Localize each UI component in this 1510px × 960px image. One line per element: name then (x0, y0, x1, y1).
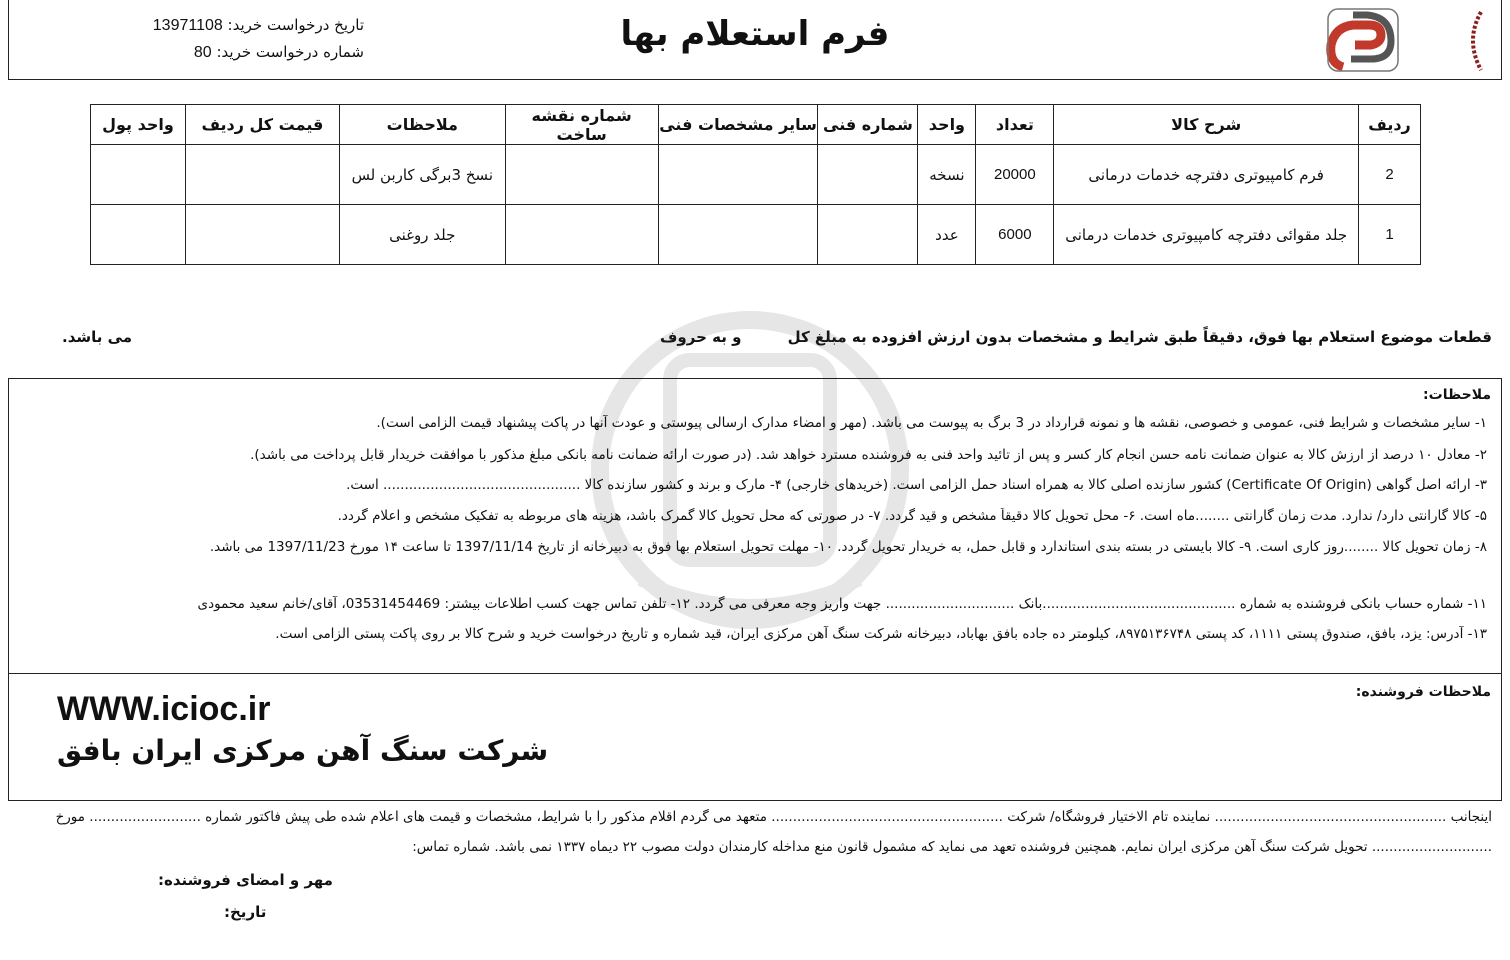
seller-remarks-section (8, 674, 1502, 801)
note-line: ۵- کالا گارانتی دارد/ ندارد. مدت زمان گارانتی ........ماه است. ۶- محل تحویل کالا دقیقاً مشخص و قید گردد. ۷- در صورتی که محل تحویل کالا گمرک باشد، هزینه های مربوطه به تفکیک مشخص و اعلام گردد. (337, 508, 1487, 524)
offer-end-label: می باشد. (62, 328, 133, 346)
company-name: شرکت سنگ آهن مرکزی ایران بافق (57, 734, 549, 767)
commitment-line: اینجانب ...................................................... نماینده تام الاختیار فروشگاه/ شرکت ...................................................... متعهد می گردم اقلام مذکور را با شرایط، مشخصات و قیمت های اعلام شده طی پیش فاکتور شماره .......................... مورخ (55, 809, 1492, 825)
request-info (139, 12, 364, 66)
note-line: ۳- ارائه اصل گواهی (Certificate Of Origin) کشور سازنده اصلی کالا به همراه اسناد حمل الزامی است. (خریدهای خارجی) ۴- مارک و برند و کشور سازنده کالا .............................................. است. (346, 477, 1487, 493)
column-header: قیمت کل ردیف (185, 105, 339, 145)
items-table (90, 104, 1421, 265)
column-header: سایر مشخصات فنی (658, 105, 818, 145)
table-row (91, 205, 1421, 265)
page-title: فرم استعلام بها (620, 14, 890, 54)
column-header: شماره نقشه ساخت (505, 105, 658, 145)
item-total-price (185, 145, 339, 205)
note-line: ۲- معادل ۱۰ درصد از ارزش کالا به عنوان ضمانت نامه حسن انجام کار کسر و پس از تائید واحد فنی به فروشنده مسترد خواهد شد. (در صورت ارائه ضمانت نامه بانکی مبلغ مذکور با موافقت خریدار قابل پرداخت می باشد). (250, 447, 1487, 463)
request-date-label: تاریخ درخواست خرید: (227, 16, 364, 34)
column-header: شماره فنی (818, 105, 918, 145)
request-number: 80 (193, 44, 212, 61)
item-drawing-number (505, 205, 658, 265)
item-description: جلد مقوائی دفترچه کامپیوتری خدمات درمانی (1054, 205, 1359, 265)
row-number: 2 (1359, 145, 1421, 205)
item-technical-number (818, 205, 918, 265)
commitment-line: ............................ تحویل شرکت سنگ آهن مرکزی ایران نمایم. همچنین فروشنده تعهد می نماید که مشمول قانون منع مداخله کارمندان دولت مصوب ۲۲ دیماه ۱۳۳۷ نمی باشد. شماره تماس: (412, 839, 1492, 855)
commitment-section (8, 801, 1502, 951)
note-line: ۱- سایر مشخصات و شرایط فنی، عمومی و خصوصی، نقشه ها و نمونه قرارداد در 3 برگ به پیوست می باشد. (مهر و امضاء مدارک ارسالی پیوستی و عودت آنها در پاکت پیشنهاد قیمت الزامی است). (376, 415, 1487, 431)
note-line: ۸- زمان تحویل کالا ........روز کاری است. ۹- کالا بایستی در بسته بندی استاندارد و قابل حمل، به خریدار تحویل گردد. ۱۰- مهلت تحویل استعلام بها فوق به دبیرخانه از تاریخ 1397/11/14 تا ساعت ۱۴ مورخ 1397/11/23 می باشد. (209, 539, 1487, 555)
item-technical-number (818, 145, 918, 205)
row-number: 1 (1359, 205, 1421, 265)
stamp-signature-label: مهر و امضای فروشنده: (158, 871, 333, 889)
column-header: ردیف (1359, 105, 1421, 145)
item-unit: نسخه (918, 145, 976, 205)
item-other-specs (658, 205, 818, 265)
item-total-price (185, 205, 339, 265)
column-header: ملاحظات (339, 105, 505, 145)
item-quantity: 20000 (976, 145, 1054, 205)
item-quantity: 6000 (976, 205, 1054, 265)
item-other-specs (658, 145, 818, 205)
table-row (91, 145, 1421, 205)
request-date: 13971108 (152, 17, 223, 34)
item-currency (91, 145, 186, 205)
item-drawing-number (505, 145, 658, 205)
column-header: تعداد (976, 105, 1054, 145)
seller-remarks-title: ملاحظات فروشنده: (1355, 684, 1491, 700)
notes-title: ملاحظات: (1423, 387, 1491, 403)
offer-in-words-label: و به حروف (660, 328, 742, 346)
offer-total-label: قطعات موضوع استعلام بها فوق، دقیقاً طبق شرایط و مشخصات بدون ارزش افزوده به مبلغ کل (787, 328, 1492, 346)
item-currency (91, 205, 186, 265)
notes-section (8, 378, 1502, 674)
item-unit: عدد (918, 205, 976, 265)
note-line: ۱۱- شماره حساب بانکی فروشنده به شماره .............................................بانک .............................. جهت واریز وجه معرفی می گردد. ۱۲- تلفن تماس جهت کسب اطلاعات بیشتر: 03531454469، آقای/خانم سعید محمودی (197, 596, 1487, 612)
item-description: فرم کامپیوتری دفترچه خدمات درمانی (1054, 145, 1359, 205)
item-remarks: نسخ 3برگی کاربن لس (339, 145, 505, 205)
column-header: شرح کالا (1054, 105, 1359, 145)
date-label: تاریخ: (224, 903, 267, 921)
column-header: واحد پول (91, 105, 186, 145)
company-website: WWW.icioc.ir (57, 690, 271, 728)
column-header: واحد (918, 105, 976, 145)
item-remarks: جلد روغنی (339, 205, 505, 265)
table-header-row (91, 105, 1421, 145)
note-line: ۱۳- آدرس: یزد، بافق، صندوق پستی ۱۱۱۱، کد پستی ۸۹۷۵۱۳۶۷۴۸، کیلومتر ده جاده بافق بهاباد، دبیرخانه شرکت سنگ آهن مرکزی ایران، قید شماره و تاریخ درخواست خرید و شرح کالا بر روی پاکت پستی الزامی است. (275, 626, 1487, 642)
request-number-label: شماره درخواست خرید: (216, 43, 364, 61)
form-header (8, 0, 1502, 80)
